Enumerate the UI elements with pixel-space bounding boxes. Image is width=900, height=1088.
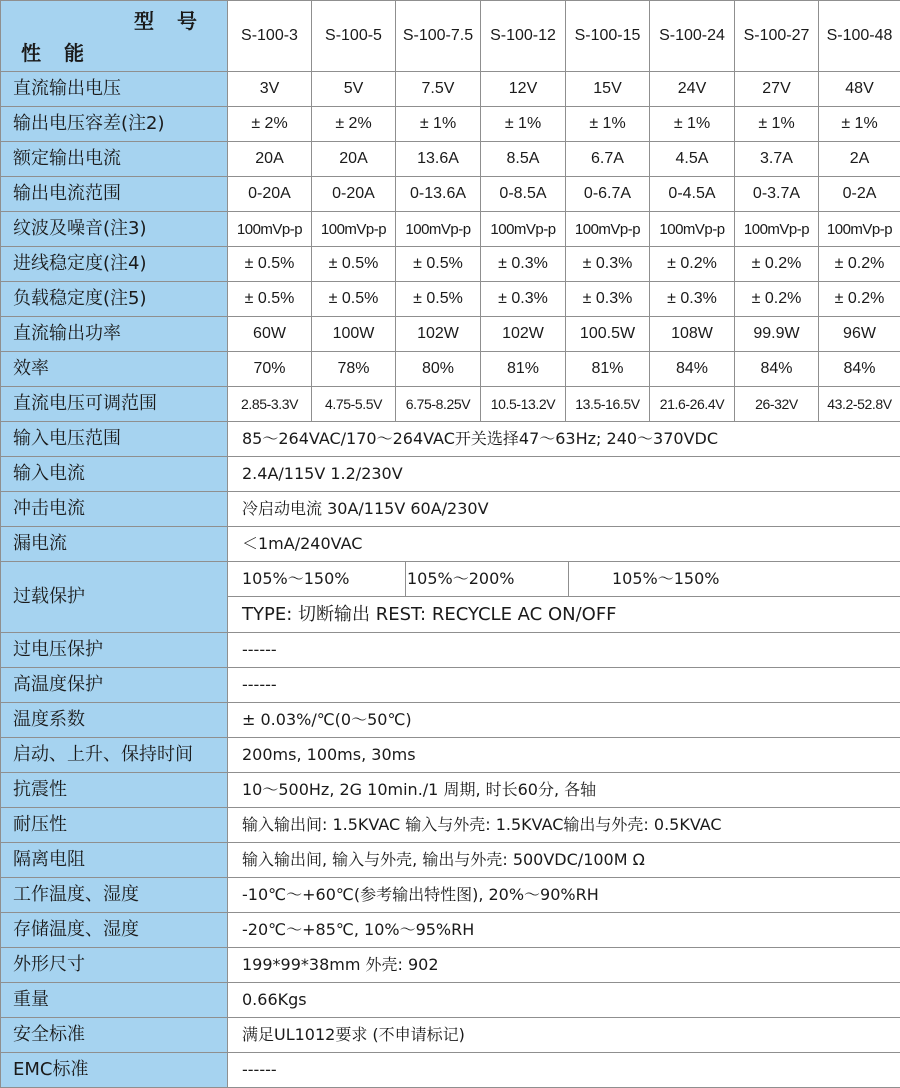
spec-value: 2A [819,142,900,177]
row-label: 安全标准 [1,1018,228,1053]
wide-value: 10～500Hz, 2G 10min./1 周期, 时长60分, 各轴 [228,773,900,808]
spec-value: 100mVp-p [228,212,312,247]
wide-row [1,1018,900,1053]
spec-value: 0-6.7A [566,177,650,212]
spec-value: 0-13.6A [396,177,481,212]
wide-row [1,668,900,703]
spec-value: 80% [396,352,481,387]
spec-value: ± 0.5% [396,282,481,317]
row-label: 输出电流范围 [1,177,228,212]
spec-row [1,212,900,247]
spec-value: 60W [228,317,312,352]
spec-value: 0-4.5A [650,177,735,212]
spec-value: ± 0.3% [566,282,650,317]
spec-row [1,247,900,282]
wide-value: ＜1mA/240VAC [228,527,900,562]
spec-value: 100mVp-p [396,212,481,247]
spec-value: ± 1% [650,107,735,142]
wide-value: ± 0.03%/℃(0～50℃) [228,703,900,738]
spec-value: 3.7A [735,142,819,177]
row-label: 进线稳定度(注4) [1,247,228,282]
spec-value: 100mVp-p [735,212,819,247]
wide-value: 2.4A/115V 1.2/230V [228,457,900,492]
row-label: 过载保护 [1,562,228,633]
model-header: S-100-3 [228,1,312,72]
wide-row [1,808,900,843]
spec-value: 3V [228,72,312,107]
header-row [1,1,900,72]
wide-row [1,878,900,913]
spec-value: 96W [819,317,900,352]
row-label: 抗震性 [1,773,228,808]
model-header: S-100-5 [312,1,396,72]
row-label: 外形尺寸 [1,948,228,983]
spec-value: 5V [312,72,396,107]
model-header: S-100-48 [819,1,900,72]
row-label: 效率 [1,352,228,387]
row-label: 额定输出电流 [1,142,228,177]
overload-ranges [228,562,900,597]
wide-value: 85～264VAC/170～264VAC开关选择47～63Hz; 240～370VDC [228,422,900,457]
spec-value: 27V [735,72,819,107]
spec-value: 102W [481,317,566,352]
spec-value: 21.6-26.4V [650,387,735,422]
column-divider [405,562,406,596]
spec-value: ± 1% [566,107,650,142]
wide-value: ------ [228,1053,900,1088]
row-label: 负载稳定度(注5) [1,282,228,317]
overload-range: 105%～200% [407,569,515,588]
spec-value: 100mVp-p [650,212,735,247]
row-label: 温度系数 [1,703,228,738]
spec-value: 43.2-52.8V [819,387,900,422]
wide-value: -20℃～+85℃, 10%～95%RH [228,913,900,948]
wide-row [1,422,900,457]
type-label: 型 号 [134,9,205,33]
spec-value: 84% [735,352,819,387]
row-label: 直流电压可调范围 [1,387,228,422]
spec-value: 100W [312,317,396,352]
wide-row [1,703,900,738]
overload-row [1,562,900,597]
spec-value: ± 1% [481,107,566,142]
wide-value: 满足UL1012要求 (不申请标记) [228,1018,900,1053]
row-label: EMC标准 [1,1053,228,1088]
row-label: 输入电流 [1,457,228,492]
wide-row [1,843,900,878]
spec-value: 20A [312,142,396,177]
wide-row [1,492,900,527]
spec-value: 48V [819,72,900,107]
model-header: S-100-27 [735,1,819,72]
performance-label: 性 能 [21,41,92,65]
row-label: 启动、上升、保持时间 [1,738,228,773]
spec-value: ± 0.3% [566,247,650,282]
spec-value: 0-2A [819,177,900,212]
spec-value: 78% [312,352,396,387]
model-header: S-100-24 [650,1,735,72]
row-label: 直流输出电压 [1,72,228,107]
spec-value: 4.75-5.5V [312,387,396,422]
spec-value: 99.9W [735,317,819,352]
overload-range: 105%～150% [612,569,720,588]
spec-value: 4.5A [650,142,735,177]
row-label: 过电压保护 [1,633,228,668]
wide-row [1,1053,900,1088]
row-label: 存储温度、湿度 [1,913,228,948]
row-label: 高温度保护 [1,668,228,703]
row-label: 漏电流 [1,527,228,562]
wide-row [1,457,900,492]
wide-row [1,527,900,562]
spec-value: 6.7A [566,142,650,177]
spec-value: ± 0.3% [650,282,735,317]
spec-value: 102W [396,317,481,352]
column-divider [568,562,569,596]
spec-value: ± 0.2% [819,282,900,317]
spec-value: 13.5-16.5V [566,387,650,422]
spec-value: 24V [650,72,735,107]
overload-range: 105%～150% [242,569,350,588]
spec-value: 81% [481,352,566,387]
spec-value: 26-32V [735,387,819,422]
wide-value: ------ [228,668,900,703]
spec-value: ± 1% [396,107,481,142]
spec-value: 84% [650,352,735,387]
wide-value: 200ms, 100ms, 30ms [228,738,900,773]
row-label: 冲击电流 [1,492,228,527]
model-header: S-100-7.5 [396,1,481,72]
spec-row [1,282,900,317]
spec-value: 10.5-13.2V [481,387,566,422]
spec-value: ± 0.3% [481,247,566,282]
spec-value: 0-3.7A [735,177,819,212]
spec-value: 7.5V [396,72,481,107]
spec-value: 2.85-3.3V [228,387,312,422]
model-header: S-100-12 [481,1,566,72]
row-label: 工作温度、湿度 [1,878,228,913]
row-label: 隔离电阻 [1,843,228,878]
wide-value: ------ [228,633,900,668]
spec-value: ± 0.5% [312,247,396,282]
spec-row [1,72,900,107]
spec-value: ± 0.2% [735,282,819,317]
spec-row [1,142,900,177]
model-header: S-100-15 [566,1,650,72]
spec-value: 100mVp-p [566,212,650,247]
wide-row [1,633,900,668]
spec-value: 0-20A [312,177,396,212]
overload-type: TYPE: 切断输出 REST: RECYCLE AC ON/OFF [228,597,900,633]
spec-value: ± 2% [228,107,312,142]
wide-value: 输入输出间, 输入与外壳, 输出与外壳: 500VDC/100M Ω [228,843,900,878]
wide-value: 输入输出间: 1.5KVAC 输入与外壳: 1.5KVAC输出与外壳: 0.5KVAC [228,808,900,843]
spec-value: 20A [228,142,312,177]
spec-value: 84% [819,352,900,387]
wide-value: 冷启动电流 30A/115V 60A/230V [228,492,900,527]
wide-row [1,983,900,1018]
spec-value: ± 0.2% [819,247,900,282]
spec-value: ± 0.3% [481,282,566,317]
row-label: 耐压性 [1,808,228,843]
spec-value: 12V [481,72,566,107]
row-label: 纹波及噪音(注3) [1,212,228,247]
spec-value: 100.5W [566,317,650,352]
spec-value: 100mVp-p [819,212,900,247]
row-label: 输出电压容差(注2) [1,107,228,142]
wide-value: 199*99*38mm 外壳: 902 [228,948,900,983]
wide-row [1,738,900,773]
spec-value: 108W [650,317,735,352]
spec-value: ± 1% [735,107,819,142]
spec-value: 0-8.5A [481,177,566,212]
spec-value: ± 1% [819,107,900,142]
spec-value: ± 2% [312,107,396,142]
spec-value: ± 0.5% [228,282,312,317]
spec-value: ± 0.5% [312,282,396,317]
spec-row [1,317,900,352]
spec-value: 8.5A [481,142,566,177]
spec-row [1,387,900,422]
spec-value: 100mVp-p [312,212,396,247]
spec-row [1,177,900,212]
row-label: 直流输出功率 [1,317,228,352]
row-label: 重量 [1,983,228,1018]
spec-value: 70% [228,352,312,387]
spec-row [1,107,900,142]
spec-value: ± 0.2% [735,247,819,282]
wide-row [1,913,900,948]
spec-value: ± 0.2% [650,247,735,282]
spec-row [1,352,900,387]
spec-value: 6.75-8.25V [396,387,481,422]
spec-value: 15V [566,72,650,107]
row-label: 输入电压范围 [1,422,228,457]
wide-value: 0.66Kgs [228,983,900,1018]
wide-value: -10℃～+60℃(参考输出特性图), 20%～90%RH [228,878,900,913]
wide-row [1,948,900,983]
spec-value: 100mVp-p [481,212,566,247]
spec-value: 0-20A [228,177,312,212]
spec-value: ± 0.5% [396,247,481,282]
wide-row [1,773,900,808]
spec-value: 81% [566,352,650,387]
header-corner [1,1,228,72]
spec-value: 13.6A [396,142,481,177]
spec-value: ± 0.5% [228,247,312,282]
